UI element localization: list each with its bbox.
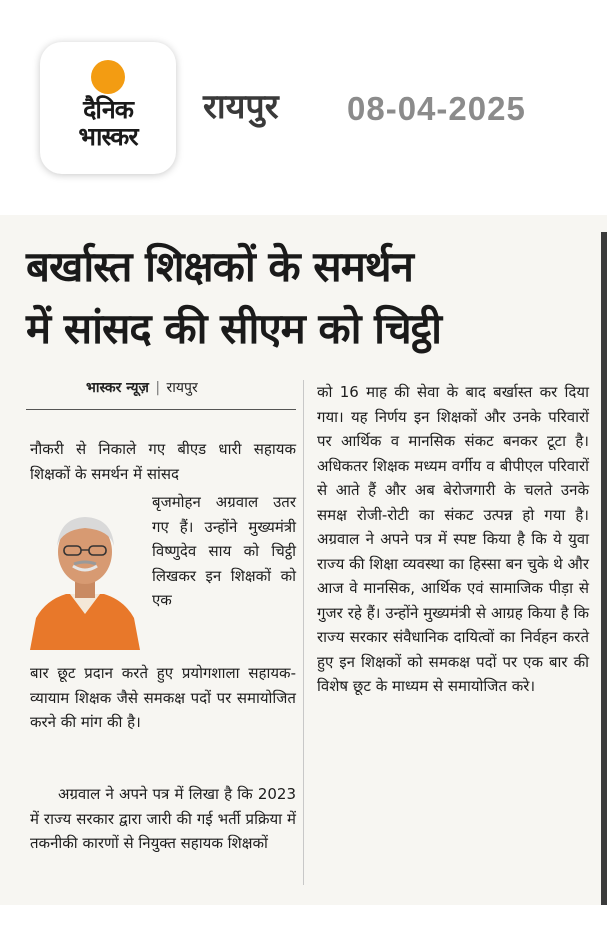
sun-icon <box>91 60 125 94</box>
portrait-icon <box>26 508 144 650</box>
byline-city: रायपुर <box>166 380 198 396</box>
paragraph-4: अग्रवाल ने अपने पत्र में लिखा है कि 2023 में राज्य सरकार द्वारा जारी की गई भर्ती प्रक्रिया में तकनीकी कारणों से नियुक्त सहायक शिक्षकों <box>30 785 296 852</box>
byline <box>86 378 198 398</box>
byline-source: भास्कर न्यूज़ <box>86 380 149 396</box>
paragraph-1: नौकरी से निकाले गए बीएड धारी सहायक शिक्षकों के समर्थन में सांसद <box>30 440 296 483</box>
paragraph-2: बृजमोहन अग्रवाल उतर गए हैं। उन्होंने मुख्यमंत्री विष्णुदेव साय को चिट्ठी लिखकर इन शिक्षकों को एक <box>152 493 296 609</box>
column-divider <box>303 380 304 885</box>
edition-city: रायपुर <box>203 87 279 127</box>
logo-line-2: भास्कर <box>78 122 138 151</box>
clipping-edge <box>601 232 607 912</box>
page-header <box>0 0 607 215</box>
byline-separator: | <box>155 380 161 396</box>
paragraph-5: को 16 माह की सेवा के बाद बर्खास्त कर दिया गया। यह निर्णय इन शिक्षकों और उनके परिवारों पर आर्थिक व मानसिक संकट बनकर टूटा है। अधिकतर शिक्षक मध्यम वर्गीय व बीपीएल परिवारों से आते हैं और अब बेरोजगारी के चलते उनके समक्ष रोजी-रोटी का संकट उत्पन्न हो गया है। अग्रवाल ने अपने पत्र में स्पष्ट किया है कि ये युवा राज्य की शिक्षा व्यवस्था का हिस्सा बन चुके थे और आज वे मानसिक, आर्थिक एवं सामाजिक पीड़ा से गुजर रहे हैं। उन्होंने मुख्यमंत्री से आग्रह किया है कि राज्य सरकार संवैधानिक दायित्वों का निर्वहन करते हुए इन शिक्षकों को समकक्ष पदों पर एक बार की विशेष छूट के माध्यम से समायोजित करे। <box>317 383 589 695</box>
logo-line-1: दैनिक <box>83 95 133 124</box>
dainik-bhaskar-logo <box>40 42 176 174</box>
next-article-strip <box>0 905 607 926</box>
headline-line-1: बर्खास्त शिक्षकों के समर्थन <box>26 242 413 291</box>
article-headline <box>26 236 586 360</box>
byline-rule <box>26 409 296 410</box>
edition-date: 08-04-2025 <box>347 90 526 127</box>
headline-line-2: में सांसद की सीएम को चिट्ठी <box>26 304 442 353</box>
mp-photo-svg <box>26 508 144 650</box>
paragraph-3: बार छूट प्रदान करते हुए प्रयोगशाला सहायक-व्यायाम शिक्षक जैसे समकक्ष पदों पर समायोजित करने की मांग की है। <box>30 664 296 731</box>
